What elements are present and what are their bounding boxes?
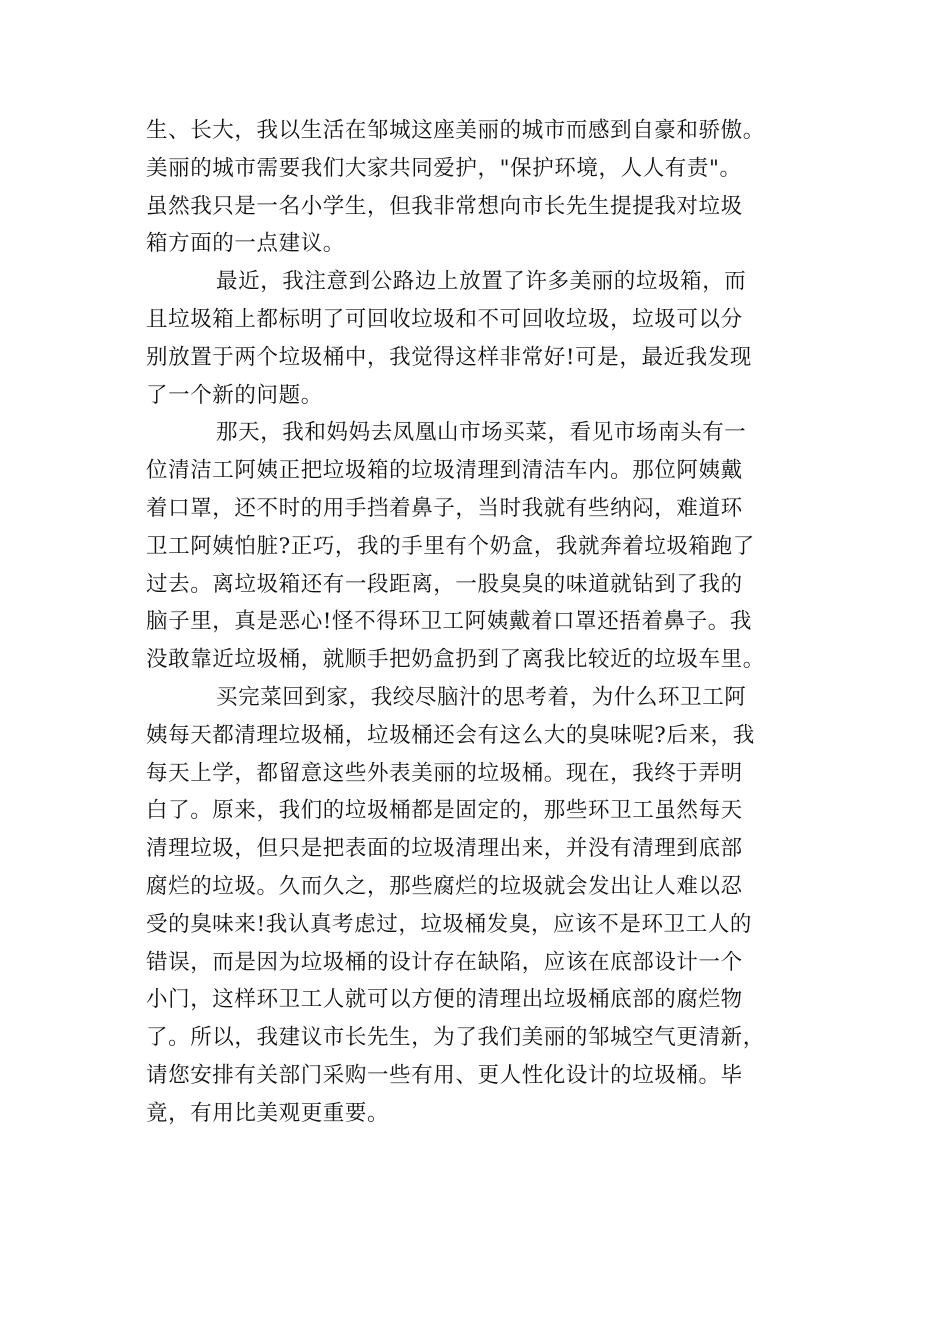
text-line: 位清洁工阿姨正把垃圾箱的垃圾清理到清洁车内。那位阿姨戴 [146,458,743,484]
text-line: 竟，有用比美观更重要。 [146,1100,390,1126]
text-line: 且垃圾箱上都标明了可回收垃圾和不可回收垃圾，垃圾可以分 [146,306,743,332]
text-line: 脑子里，真是恶心!怪不得环卫工阿姨戴着口罩还捂着鼻子。我 [146,609,752,635]
text-line: 卫工阿姨怕脏?正巧，我的手里有个奶盒，我就奔着垃圾箱跑了 [146,533,755,559]
text-line: 请您安排有关部门采购一些有用、更人性化设计的垃圾桶。毕 [146,1062,743,1088]
text-line: 过去。离垃圾箱还有一段距离，一股臭臭的味道就钻到了我的 [146,571,743,597]
text-line: 错误，而是因为垃圾桶的设计存在缺陷，应该在底部设计一个 [146,949,743,975]
text-line: 没敢靠近垃圾桶，就顺手把奶盒扔到了离我比较近的垃圾车里。 [146,647,765,673]
letter-body [146,112,816,1133]
text-line: 着口罩，还不时的用手挡着鼻子，当时我就有些纳闷，难道环 [146,495,743,521]
text-line: 受的臭味来!我认真考虑过，垃圾桶发臭，应该不是环卫工人的 [146,911,752,937]
text-line: 箱方面的一点建议。 [146,231,345,257]
text-line: 了。所以，我建议市长先生，为了我们美丽的邹城空气更清新， [146,1025,765,1051]
text-line: 每天上学，都留意这些外表美丽的垃圾桶。现在，我终于弄明 [146,760,743,786]
paragraph-start-line: 最近，我注意到公路边上放置了许多美丽的垃圾箱，而 [216,269,747,295]
text-line: 姨每天都清理垃圾桶，垃圾桶还会有这么大的臭味呢?后来，我 [146,722,755,748]
text-line: 别放置于两个垃圾桶中，我觉得这样非常好!可是，最近我发现 [146,344,752,370]
text-line: 美丽的城市需要我们大家共同爱护，"保护环境，人人有责"。 [146,155,742,181]
text-line: 腐烂的垃圾。久而久之，那些腐烂的垃圾就会发出让人难以忍 [146,873,743,899]
text-line: 白了。原来，我们的垃圾桶都是固定的，那些环卫工虽然每天 [146,798,743,824]
text-line: 虽然我只是一名小学生，但我非常想向市长先生提提我对垃圾 [146,193,743,219]
text-line: 生、长大，我以生活在邹城这座美丽的城市而感到自豪和骄傲。 [146,118,765,143]
paragraph-start-line: 买完菜回到家，我绞尽脑汁的思考着，为什么环卫工阿 [216,684,747,710]
text-line: 了一个新的问题。 [146,382,323,408]
text-line: 清理垃圾，但只是把表面的垃圾清理出来，并没有清理到底部 [146,836,743,862]
paragraph-start-line: 那天，我和妈妈去凤凰山市场买菜，看见市场南头有一 [216,420,747,446]
text-line: 小门，这样环卫工人就可以方便的清理出垃圾桶底部的腐烂物 [146,987,743,1013]
